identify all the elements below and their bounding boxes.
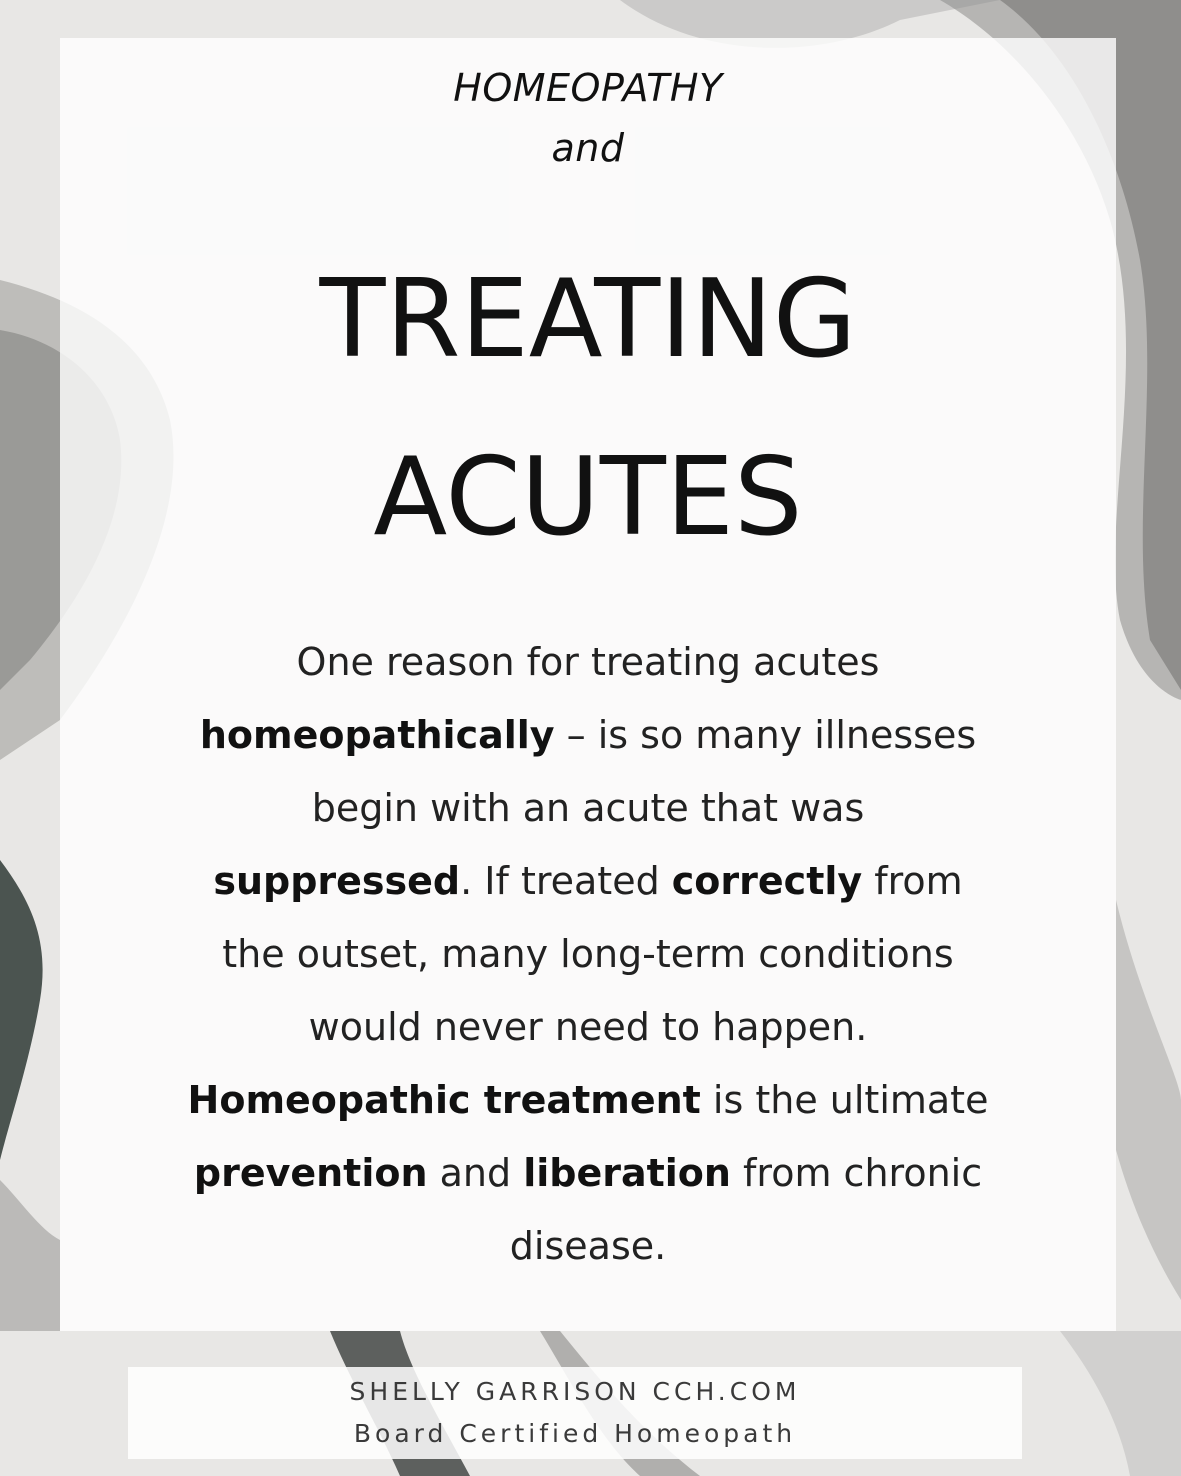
headline-treating: TREATING [319, 257, 857, 382]
body-line-5: the outset, many long-term conditions [222, 932, 954, 976]
body-line-3: begin with an acute that was [311, 786, 865, 830]
footer-website[interactable]: SHELLY GARRISON CCH.COM [349, 1377, 801, 1406]
headline-acutes: ACUTES [373, 435, 803, 560]
body-line-8: prevention and liberation from chronic [193, 1151, 983, 1195]
content-card [60, 38, 1116, 1331]
body-paragraph [140, 626, 1036, 1283]
footer-bar [128, 1367, 1022, 1459]
footer-credential: Board Certified Homeopath [353, 1419, 797, 1448]
body-line-1: One reason for treating acutes [296, 640, 880, 684]
body-line-7: Homeopathic treatment is the ultimate [187, 1078, 989, 1122]
body-line-6: would never need to happen. [308, 1005, 868, 1049]
body-line-9: disease. [509, 1224, 667, 1268]
body-line-2: homeopathically – is so many illnesses [199, 713, 977, 757]
kicker-homeopathy: HOMEOPATHY [453, 66, 723, 110]
kicker-and: and [551, 126, 625, 170]
body-line-4: suppressed. If treated correctly from [213, 859, 963, 903]
